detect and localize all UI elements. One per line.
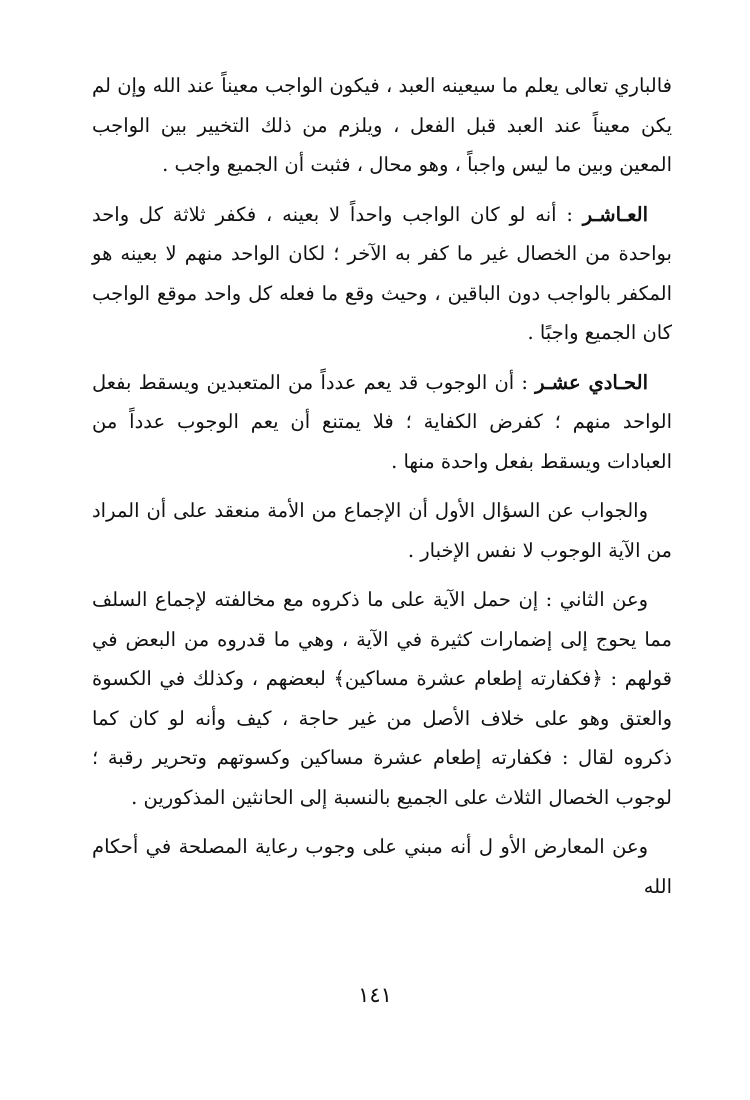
paragraph-4 (92, 491, 672, 570)
paragraph-1 (92, 66, 672, 185)
paragraph-5-text: وعن الثاني : إن حمل الآية على ما ذكروه مع مخالفته لإجماع السلف مما يحوج إلى إضمارات كثيرة في الآية ، وهي ما قدروه من البعض في قولهم : ﴿فكفارته إطعام عشرة مساكين﴾ لبعضهم ، وكذلك في الكسوة والعتق وهو على خلاف الأصل من غير حاجة ، كيف وأنه لو كان كما ذكروه لقال : فكفارته إطعام عشرة مساكين وكسوتهم وتحرير رقبة ؛ لوجوب الخصال الثلاث على الجميع بالنسبة إلى الحانثين المذكورين . (92, 588, 672, 809)
paragraph-3 (92, 363, 672, 482)
paragraph-4-text: والجواب عن السؤال الأول أن الإجماع من الأمة منعقد على أن المراد من الآية الوجوب لا نفس الإخبار . (92, 499, 672, 562)
page-body (92, 66, 672, 906)
paragraph-2 (92, 195, 672, 353)
paragraph-2-text: : أنه لو كان الواجب واحداً لا بعينه ، فكفر ثلاثة كل واحد بواحدة من الخصال غير ما كفر به الآخر ؛ لكان الواحد منهم لا بعينه هو المكفر بالواجب دون الباقين ، وحيث وقع ما فعله كل واحد موقع الواجب كان الجميع واجبًا . (92, 202, 672, 344)
paragraph-3-heading: الحـادي عشـر (535, 370, 648, 394)
paragraph-3-text: : أن الوجوب قد يعم عدداً من المتعبدين ويسقط بفعل الواحد منهم ؛ كفرض الكفاية ؛ فلا يمتنع أن يعم الوجوب عدداً من العبادات ويسقط بفعل واحدة منها . (92, 370, 672, 473)
paragraph-6 (92, 827, 672, 906)
page-number: ١٤١ (358, 983, 392, 1007)
paragraph-6-text: وعن المعارض الأو ل أنه مبني على وجوب رعاية المصلحة في أحكام الله (92, 835, 672, 898)
paragraph-5 (92, 580, 672, 817)
paragraph-2-heading: العـاشـر (582, 202, 648, 226)
paragraph-1-text: فالباري تعالى يعلم ما سيعينه العبد ، فيكون الواجب معيناً عند الله وإن لم يكن معيناً عند العبد قبل الفعل ، ويلزم من ذلك التخيير بين الواجب المعين وبين ما ليس واجباً ، وهو محال ، فثبت أن الجميع واجب . (92, 74, 672, 176)
